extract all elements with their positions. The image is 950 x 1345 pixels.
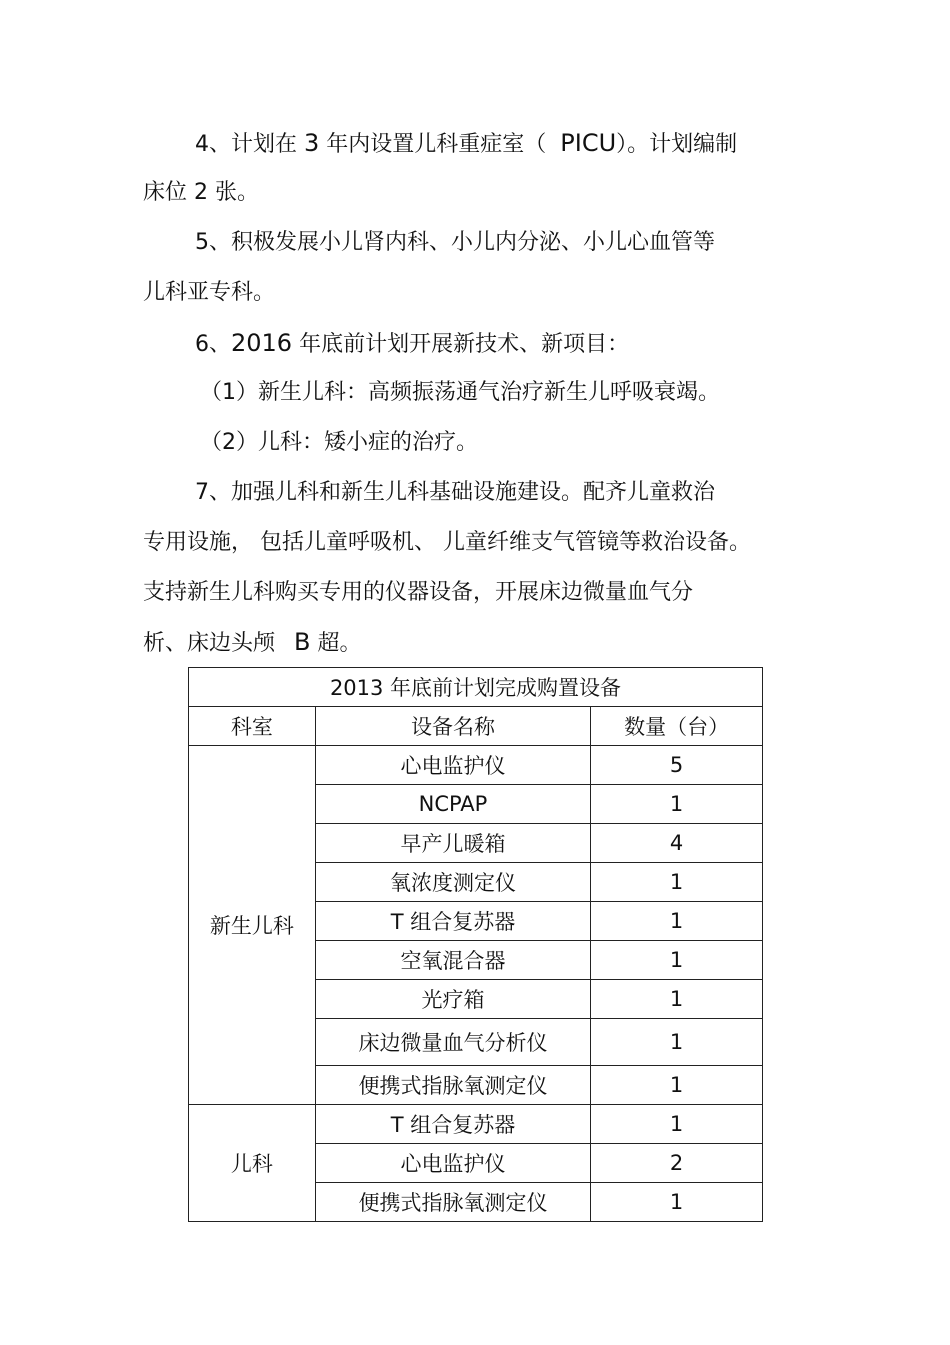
table-title: 2013 年底前计划完成购置设备 bbox=[189, 668, 763, 707]
equipment-qty: 1 bbox=[591, 863, 763, 902]
paragraph-7-line-3: 支持新生儿科购买专用的仪器设备，开展床边微量血气分 bbox=[143, 580, 694, 605]
equipment-name: T 组合复苏器 bbox=[315, 1105, 591, 1144]
equipment-name: 空氧混合器 bbox=[315, 941, 591, 980]
equipment-name: NCPAP bbox=[315, 785, 591, 824]
equipment-qty: 5 bbox=[591, 746, 763, 785]
paragraph-7-line-4: 析、床边头颅 B 超。 bbox=[143, 628, 362, 656]
header-name: 设备名称 bbox=[315, 707, 591, 746]
paragraph-5-line-2: 儿科亚专科。 bbox=[143, 280, 276, 305]
paragraph-7-line-1: 7、加强儿科和新生儿科基础设施建设。配齐儿童救治 bbox=[195, 480, 715, 505]
equipment-name: 早产儿暖箱 bbox=[315, 824, 591, 863]
equipment-name: 心电监护仪 bbox=[315, 746, 591, 785]
equipment-qty: 1 bbox=[591, 1066, 763, 1105]
equipment-table bbox=[188, 667, 763, 1222]
paragraph-6-item-1: （1）新生儿科：高频振荡通气治疗新生儿呼吸衰竭。 bbox=[200, 380, 720, 405]
paragraph-5-line-1: 5、积极发展小儿肾内科、小儿内分泌、小儿心血管等 bbox=[195, 230, 715, 255]
equipment-qty: 1 bbox=[591, 980, 763, 1019]
header-qty: 数量（台） bbox=[591, 707, 763, 746]
equipment-qty: 4 bbox=[591, 824, 763, 863]
equipment-name: T 组合复苏器 bbox=[315, 902, 591, 941]
table-header-row bbox=[189, 707, 763, 746]
equipment-name: 便携式指脉氧测定仪 bbox=[315, 1183, 591, 1222]
equipment-name: 便携式指脉氧测定仪 bbox=[315, 1066, 591, 1105]
paragraph-6-line-1: 6、2016 年底前计划开展新技术、新项目： bbox=[195, 329, 630, 357]
equipment-qty: 1 bbox=[591, 1019, 763, 1066]
equipment-name: 床边微量血气分析仪 bbox=[315, 1019, 591, 1066]
paragraph-6-item-2: （2）儿科：矮小症的治疗。 bbox=[200, 430, 478, 455]
equipment-name: 心电监护仪 bbox=[315, 1144, 591, 1183]
dept-cell: 儿科 bbox=[189, 1105, 316, 1222]
equipment-qty: 2 bbox=[591, 1144, 763, 1183]
paragraph-7-line-2: 专用设施， 包括儿童呼吸机、 儿童纤维支气管镜等救治设备。 bbox=[143, 530, 751, 555]
equipment-name: 氧浓度测定仪 bbox=[315, 863, 591, 902]
equipment-name: 光疗箱 bbox=[315, 980, 591, 1019]
equipment-qty: 1 bbox=[591, 1183, 763, 1222]
paragraph-4-line-2: 床位 2 张。 bbox=[143, 180, 259, 205]
equipment-qty: 1 bbox=[591, 941, 763, 980]
table-row bbox=[189, 1105, 763, 1144]
equipment-qty: 1 bbox=[591, 902, 763, 941]
paragraph-4-line-1: 4、计划在 3 年内设置儿科重症室（ PICU）。计划编制 bbox=[195, 129, 738, 157]
equipment-qty: 1 bbox=[591, 1105, 763, 1144]
table-title-row bbox=[189, 668, 763, 707]
equipment-qty: 1 bbox=[591, 785, 763, 824]
dept-cell: 新生儿科 bbox=[189, 746, 316, 1105]
table-row bbox=[189, 746, 763, 785]
header-dept: 科室 bbox=[189, 707, 316, 746]
